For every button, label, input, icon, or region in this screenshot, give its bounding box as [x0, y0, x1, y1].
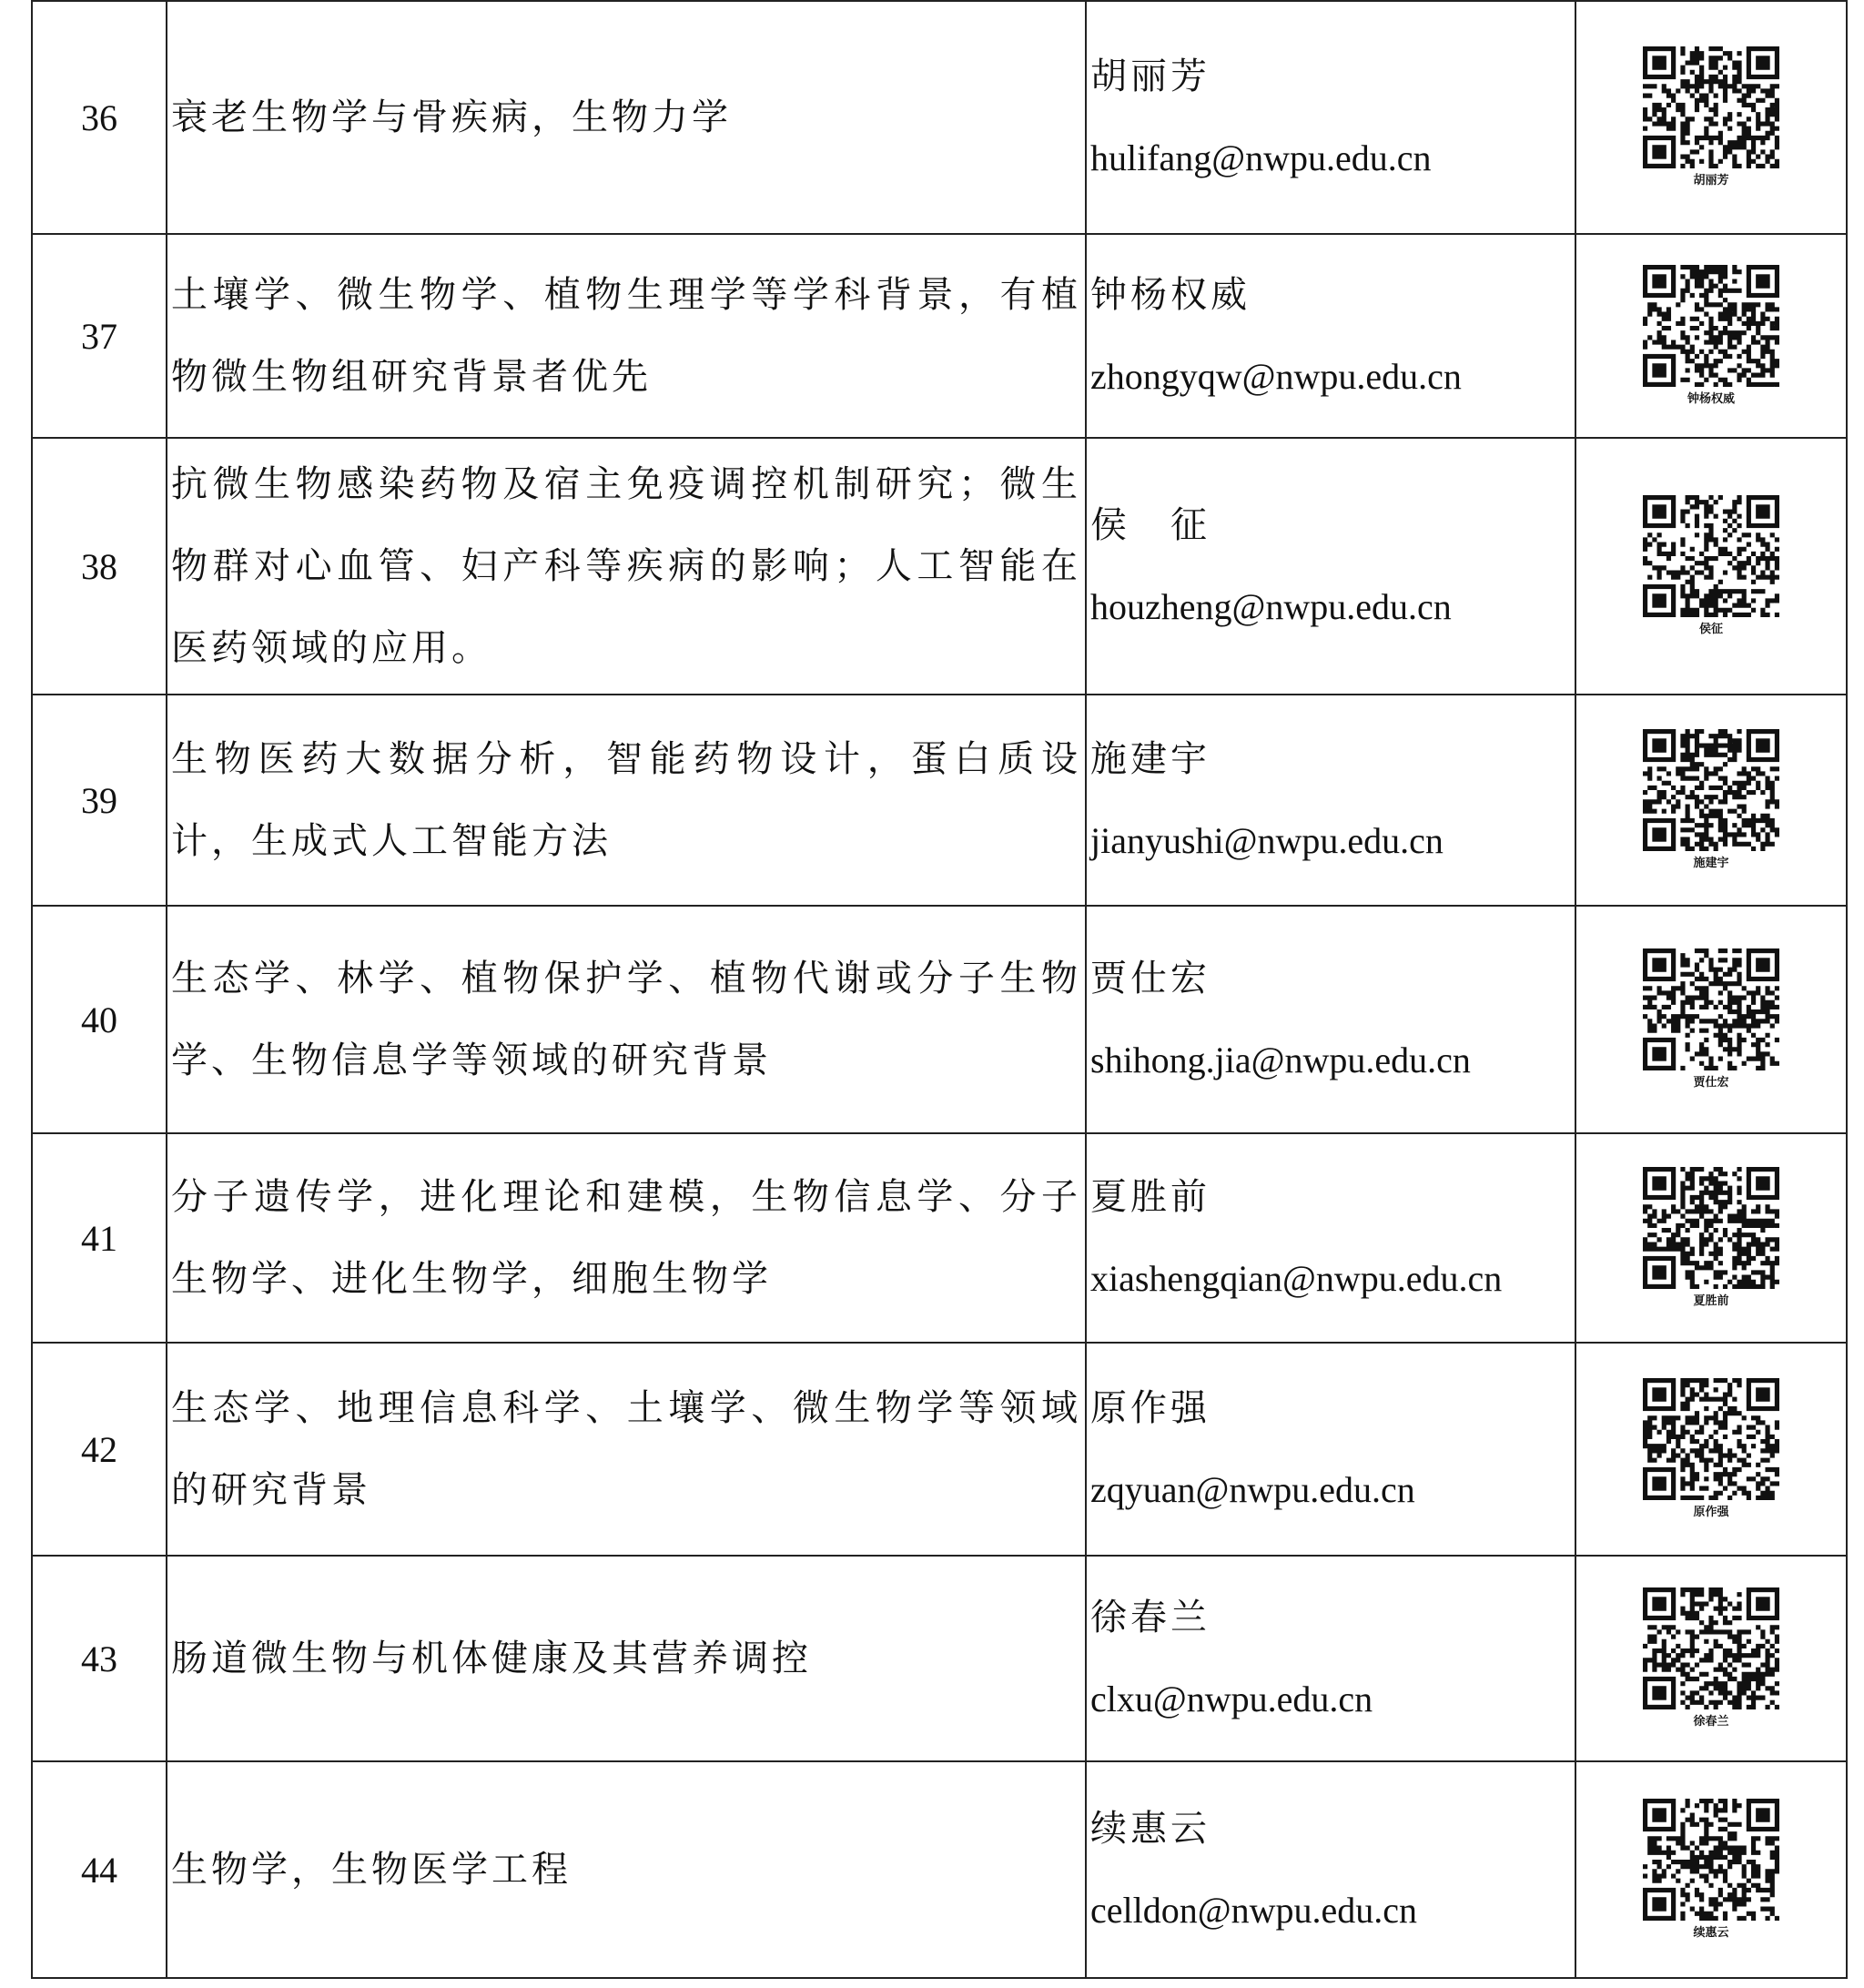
qr-caption: 施建宇	[1693, 857, 1729, 870]
research-field: 分子遗传学，进化理论和建模，生物信息学、分子生物学、进化生物学，细胞生物学	[171, 1176, 1081, 1300]
qr-caption: 原作强	[1693, 1506, 1729, 1519]
contact-cell	[1086, 1343, 1575, 1556]
qr-code-icon	[1643, 948, 1779, 1070]
qr-cell	[1575, 1761, 1847, 1978]
qr-cell	[1575, 234, 1847, 438]
research-field-cell	[167, 438, 1086, 695]
qr-code-icon	[1643, 46, 1779, 168]
row-number: 40	[81, 999, 117, 1040]
supervisor-table-container	[31, 0, 1831, 1979]
supervisor-name: 贾仕宏	[1090, 958, 1211, 999]
qr-code-icon	[1643, 729, 1779, 851]
research-field-cell	[167, 906, 1086, 1133]
supervisor-email: clxu@nwpu.edu.cn	[1090, 1679, 1373, 1719]
supervisor-email: zqyuan@nwpu.edu.cn	[1090, 1469, 1415, 1510]
qr-caption: 侯征	[1698, 623, 1723, 636]
qr-cell	[1575, 1, 1847, 234]
table-row	[32, 234, 1847, 438]
row-number: 36	[81, 96, 117, 138]
supervisor-email: zhongyqw@nwpu.edu.cn	[1090, 356, 1462, 397]
research-field-cell	[167, 1, 1086, 234]
research-field-cell	[167, 1343, 1086, 1556]
contact-cell	[1086, 1133, 1575, 1343]
qr-caption: 贾仕宏	[1693, 1076, 1729, 1090]
contact-cell	[1086, 1, 1575, 234]
qr-cell	[1575, 906, 1847, 1133]
row-number-cell	[32, 906, 167, 1133]
qr-block	[1643, 495, 1779, 637]
contact-cell	[1086, 438, 1575, 695]
qr-cell	[1575, 438, 1847, 695]
qr-cell	[1575, 695, 1847, 906]
row-number: 43	[81, 1638, 117, 1679]
qr-cell	[1575, 1133, 1847, 1343]
qr-code-icon	[1643, 1378, 1779, 1500]
table-row	[32, 1343, 1847, 1556]
research-field-cell	[167, 1133, 1086, 1343]
supervisor-name: 钟杨权威	[1090, 274, 1251, 316]
research-field: 生物学，生物医学工程	[171, 1849, 572, 1891]
qr-caption: 钟杨权威	[1687, 392, 1735, 406]
research-field: 肠道微生物与机体健康及其营养调控	[171, 1638, 812, 1679]
table-row	[32, 1, 1847, 234]
supervisor-name: 夏胜前	[1090, 1176, 1211, 1218]
row-number-cell	[32, 438, 167, 695]
row-number-cell	[32, 1, 167, 234]
table-row	[32, 1556, 1847, 1761]
supervisor-name: 原作强	[1090, 1387, 1211, 1429]
qr-code-icon	[1643, 1799, 1779, 1921]
research-field-cell	[167, 1556, 1086, 1761]
research-field-cell	[167, 234, 1086, 438]
qr-caption: 徐春兰	[1693, 1715, 1729, 1729]
supervisor-email: xiashengqian@nwpu.edu.cn	[1090, 1258, 1503, 1299]
table-row	[32, 1133, 1847, 1343]
qr-block	[1643, 1378, 1779, 1520]
qr-block	[1643, 1587, 1779, 1729]
supervisor-name: 续惠云	[1090, 1808, 1211, 1850]
qr-cell	[1575, 1343, 1847, 1556]
table-row	[32, 1761, 1847, 1978]
supervisor-email: celldon@nwpu.edu.cn	[1090, 1890, 1417, 1931]
qr-caption: 续惠云	[1693, 1926, 1729, 1940]
qr-block	[1643, 46, 1779, 188]
supervisor-email: hulifang@nwpu.edu.cn	[1090, 137, 1432, 178]
contact-cell	[1086, 695, 1575, 906]
row-number-cell	[32, 1133, 167, 1343]
row-number: 38	[81, 545, 117, 587]
research-field-cell	[167, 695, 1086, 906]
qr-code-icon	[1643, 1587, 1779, 1709]
table-row	[32, 438, 1847, 695]
supervisor-name: 胡丽芳	[1090, 56, 1211, 97]
research-field: 土壤学、微生物学、植物生理学等学科背景，有植物微生物组研究背景者优先	[171, 274, 1081, 398]
row-number: 37	[81, 315, 117, 357]
qr-block	[1643, 729, 1779, 871]
qr-block	[1643, 1799, 1779, 1941]
supervisor-table	[31, 0, 1848, 1979]
contact-cell	[1086, 1761, 1575, 1978]
research-field: 抗微生物感染药物及宿主免疫调控机制研究；微生物群对心血管、妇产科等疾病的影响；人工智能在医药领域的应用。	[171, 463, 1081, 669]
research-field: 衰老生物学与骨疾病，生物力学	[171, 96, 732, 138]
research-field: 生态学、林学、植物保护学、植物代谢或分子生物学、生物信息学等领域的研究背景	[171, 958, 1081, 1081]
row-number-cell	[32, 695, 167, 906]
supervisor-name: 徐春兰	[1090, 1597, 1211, 1638]
qr-caption: 夏胜前	[1693, 1294, 1729, 1308]
qr-block	[1643, 1167, 1779, 1309]
contact-cell	[1086, 906, 1575, 1133]
supervisor-name: 施建宇	[1090, 738, 1211, 780]
table-body	[32, 1, 1847, 1978]
qr-block	[1643, 265, 1779, 407]
row-number: 42	[81, 1428, 117, 1470]
row-number-cell	[32, 234, 167, 438]
qr-cell	[1575, 1556, 1847, 1761]
research-field: 生态学、地理信息科学、土壤学、微生物学等领域的研究背景	[171, 1387, 1081, 1511]
row-number-cell	[32, 1343, 167, 1556]
table-row	[32, 906, 1847, 1133]
supervisor-email: jianyushi@nwpu.edu.cn	[1090, 820, 1444, 861]
contact-cell	[1086, 1556, 1575, 1761]
research-field-cell	[167, 1761, 1086, 1978]
qr-caption: 胡丽芳	[1693, 174, 1729, 188]
qr-code-icon	[1643, 1167, 1779, 1289]
row-number-cell	[32, 1556, 167, 1761]
supervisor-email: houzheng@nwpu.edu.cn	[1090, 586, 1452, 627]
qr-code-icon	[1643, 495, 1779, 617]
row-number: 41	[81, 1217, 117, 1259]
table-row	[32, 695, 1847, 906]
supervisor-name: 侯 征	[1090, 504, 1211, 546]
row-number-cell	[32, 1761, 167, 1978]
research-field: 生物医药大数据分析，智能药物设计，蛋白质设计，生成式人工智能方法	[171, 738, 1081, 862]
row-number: 39	[81, 779, 117, 821]
qr-code-icon	[1643, 265, 1779, 387]
qr-block	[1643, 948, 1779, 1090]
contact-cell	[1086, 234, 1575, 438]
row-number: 44	[81, 1849, 117, 1891]
supervisor-email: shihong.jia@nwpu.edu.cn	[1090, 1040, 1471, 1080]
